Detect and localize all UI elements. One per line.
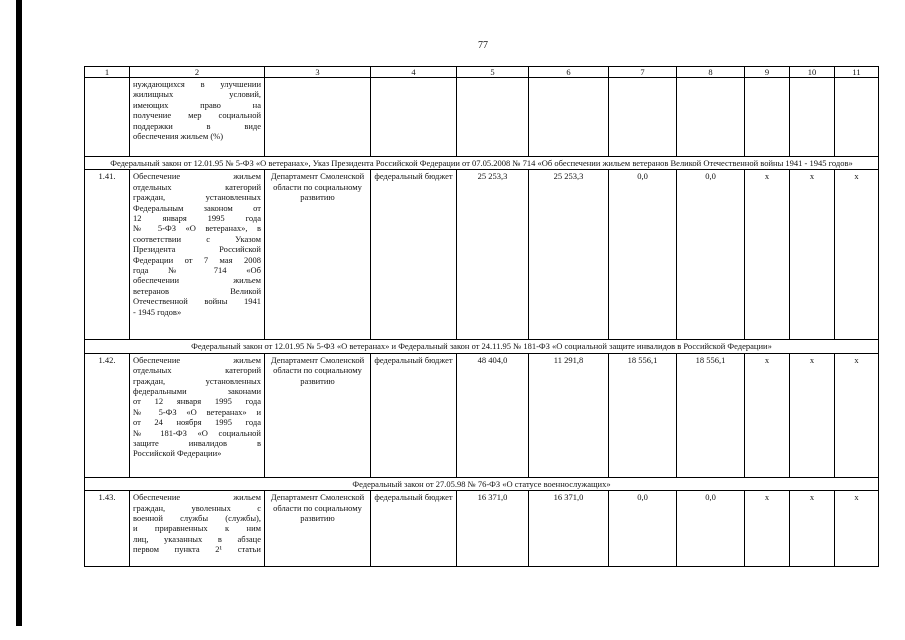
executor: Департамент Смоленской области по социальному развитию — [265, 491, 371, 567]
col-header: 4 — [371, 67, 457, 78]
law-heading-row — [85, 477, 879, 490]
col-header: 3 — [265, 67, 371, 78]
col-header: 7 — [609, 67, 677, 78]
col-header: 6 — [529, 67, 609, 78]
col-header: 9 — [745, 67, 790, 78]
executor: Департамент Смоленской области по социальному развитию — [265, 170, 371, 340]
law-heading: Федеральный закон от 27.05.98 № 76-ФЗ «О статусе военнослужащих» — [85, 477, 879, 490]
amount-year-2: 0,0 — [609, 491, 677, 567]
amount-total: 25 253,3 — [457, 170, 529, 340]
measure-description: Обеспечение жильем граждан, уволенных с военной службы (службы), и приравненных к ним лиц, указанных в абзаце первом пункта 2¹ статьи — [130, 491, 265, 567]
col-10-value: x — [790, 170, 835, 340]
col-header: 5 — [457, 67, 529, 78]
row-number: 1.42. — [85, 353, 130, 477]
measure-description: Обеспечение жильем отдельных категорий граждан, установленных Федеральным законом от 12 января 1995 года № 5-ФЗ «О ветеранах», в соответствии с Указом Президента Российской Федерации от 7 мая 2008 года № 714 «Об обеспечении жильем ветеранов Великой Отечественной войны 1941 - 1945 годов» — [130, 170, 265, 340]
amount-year-1: 25 253,3 — [529, 170, 609, 340]
scan-edge-bar — [16, 0, 22, 626]
funding-source: федеральный бюджет — [371, 353, 457, 477]
col-header: 1 — [85, 67, 130, 78]
measure-description: Обеспечение жильем отдельных категорий граждан, установленных федеральными законами от 12 января 1995 года № 5-ФЗ «О ветеранах» и от 24 ноября 1995 года № 181-ФЗ «О социальной защите инвалидов в Российской Федерации» — [130, 353, 265, 477]
col-9-value: x — [745, 353, 790, 477]
col-header: 2 — [130, 67, 265, 78]
amount-year-2: 18 556,1 — [609, 353, 677, 477]
amount-total: 48 404,0 — [457, 353, 529, 477]
table-row — [85, 491, 879, 567]
executor: Департамент Смоленской области по социальному развитию — [265, 353, 371, 477]
col-10-value: x — [790, 353, 835, 477]
table-row — [85, 170, 879, 340]
indicator-description: нуждающихся в улучшении жилищных условий, имеющих право на получение мер социальной поддержки в виде обеспечения жильем (%) — [130, 78, 265, 157]
row-number: 1.41. — [85, 170, 130, 340]
col-11-value: x — [835, 353, 879, 477]
col-9-value: x — [745, 491, 790, 567]
table-row — [85, 353, 879, 477]
col-header: 10 — [790, 67, 835, 78]
amount-year-3: 0,0 — [677, 491, 745, 567]
law-heading-row — [85, 340, 879, 353]
col-11-value: x — [835, 491, 879, 567]
law-heading-row — [85, 157, 879, 170]
col-9-value: x — [745, 170, 790, 340]
funding-source: федеральный бюджет — [371, 170, 457, 340]
col-header: 11 — [835, 67, 879, 78]
amount-year-1: 16 371,0 — [529, 491, 609, 567]
column-number-row — [85, 67, 879, 78]
row-number: 1.43. — [85, 491, 130, 567]
col-10-value: x — [790, 491, 835, 567]
law-heading: Федеральный закон от 12.01.95 № 5-ФЗ «О ветеранах» и Федеральный закон от 24.11.95 № 181-ФЗ «О социальной защите инвалидов в Российской Федерации» — [85, 340, 879, 353]
amount-year-1: 11 291,8 — [529, 353, 609, 477]
law-heading: Федеральный закон от 12.01.95 № 5-ФЗ «О ветеранах», Указ Президента Российской Федерации от 07.05.2008 № 714 «Об обеспечении жильем ветеранов Великой Отечественной войны 1941 - 1945 годов» — [85, 157, 879, 170]
col-11-value: x — [835, 170, 879, 340]
amount-year-3: 0,0 — [677, 170, 745, 340]
amount-year-3: 18 556,1 — [677, 353, 745, 477]
amount-year-2: 0,0 — [609, 170, 677, 340]
program-table — [84, 66, 879, 567]
col-header: 8 — [677, 67, 745, 78]
funding-source: федеральный бюджет — [371, 491, 457, 567]
page-number: 77 — [478, 40, 488, 51]
amount-total: 16 371,0 — [457, 491, 529, 567]
table-row — [85, 78, 879, 157]
